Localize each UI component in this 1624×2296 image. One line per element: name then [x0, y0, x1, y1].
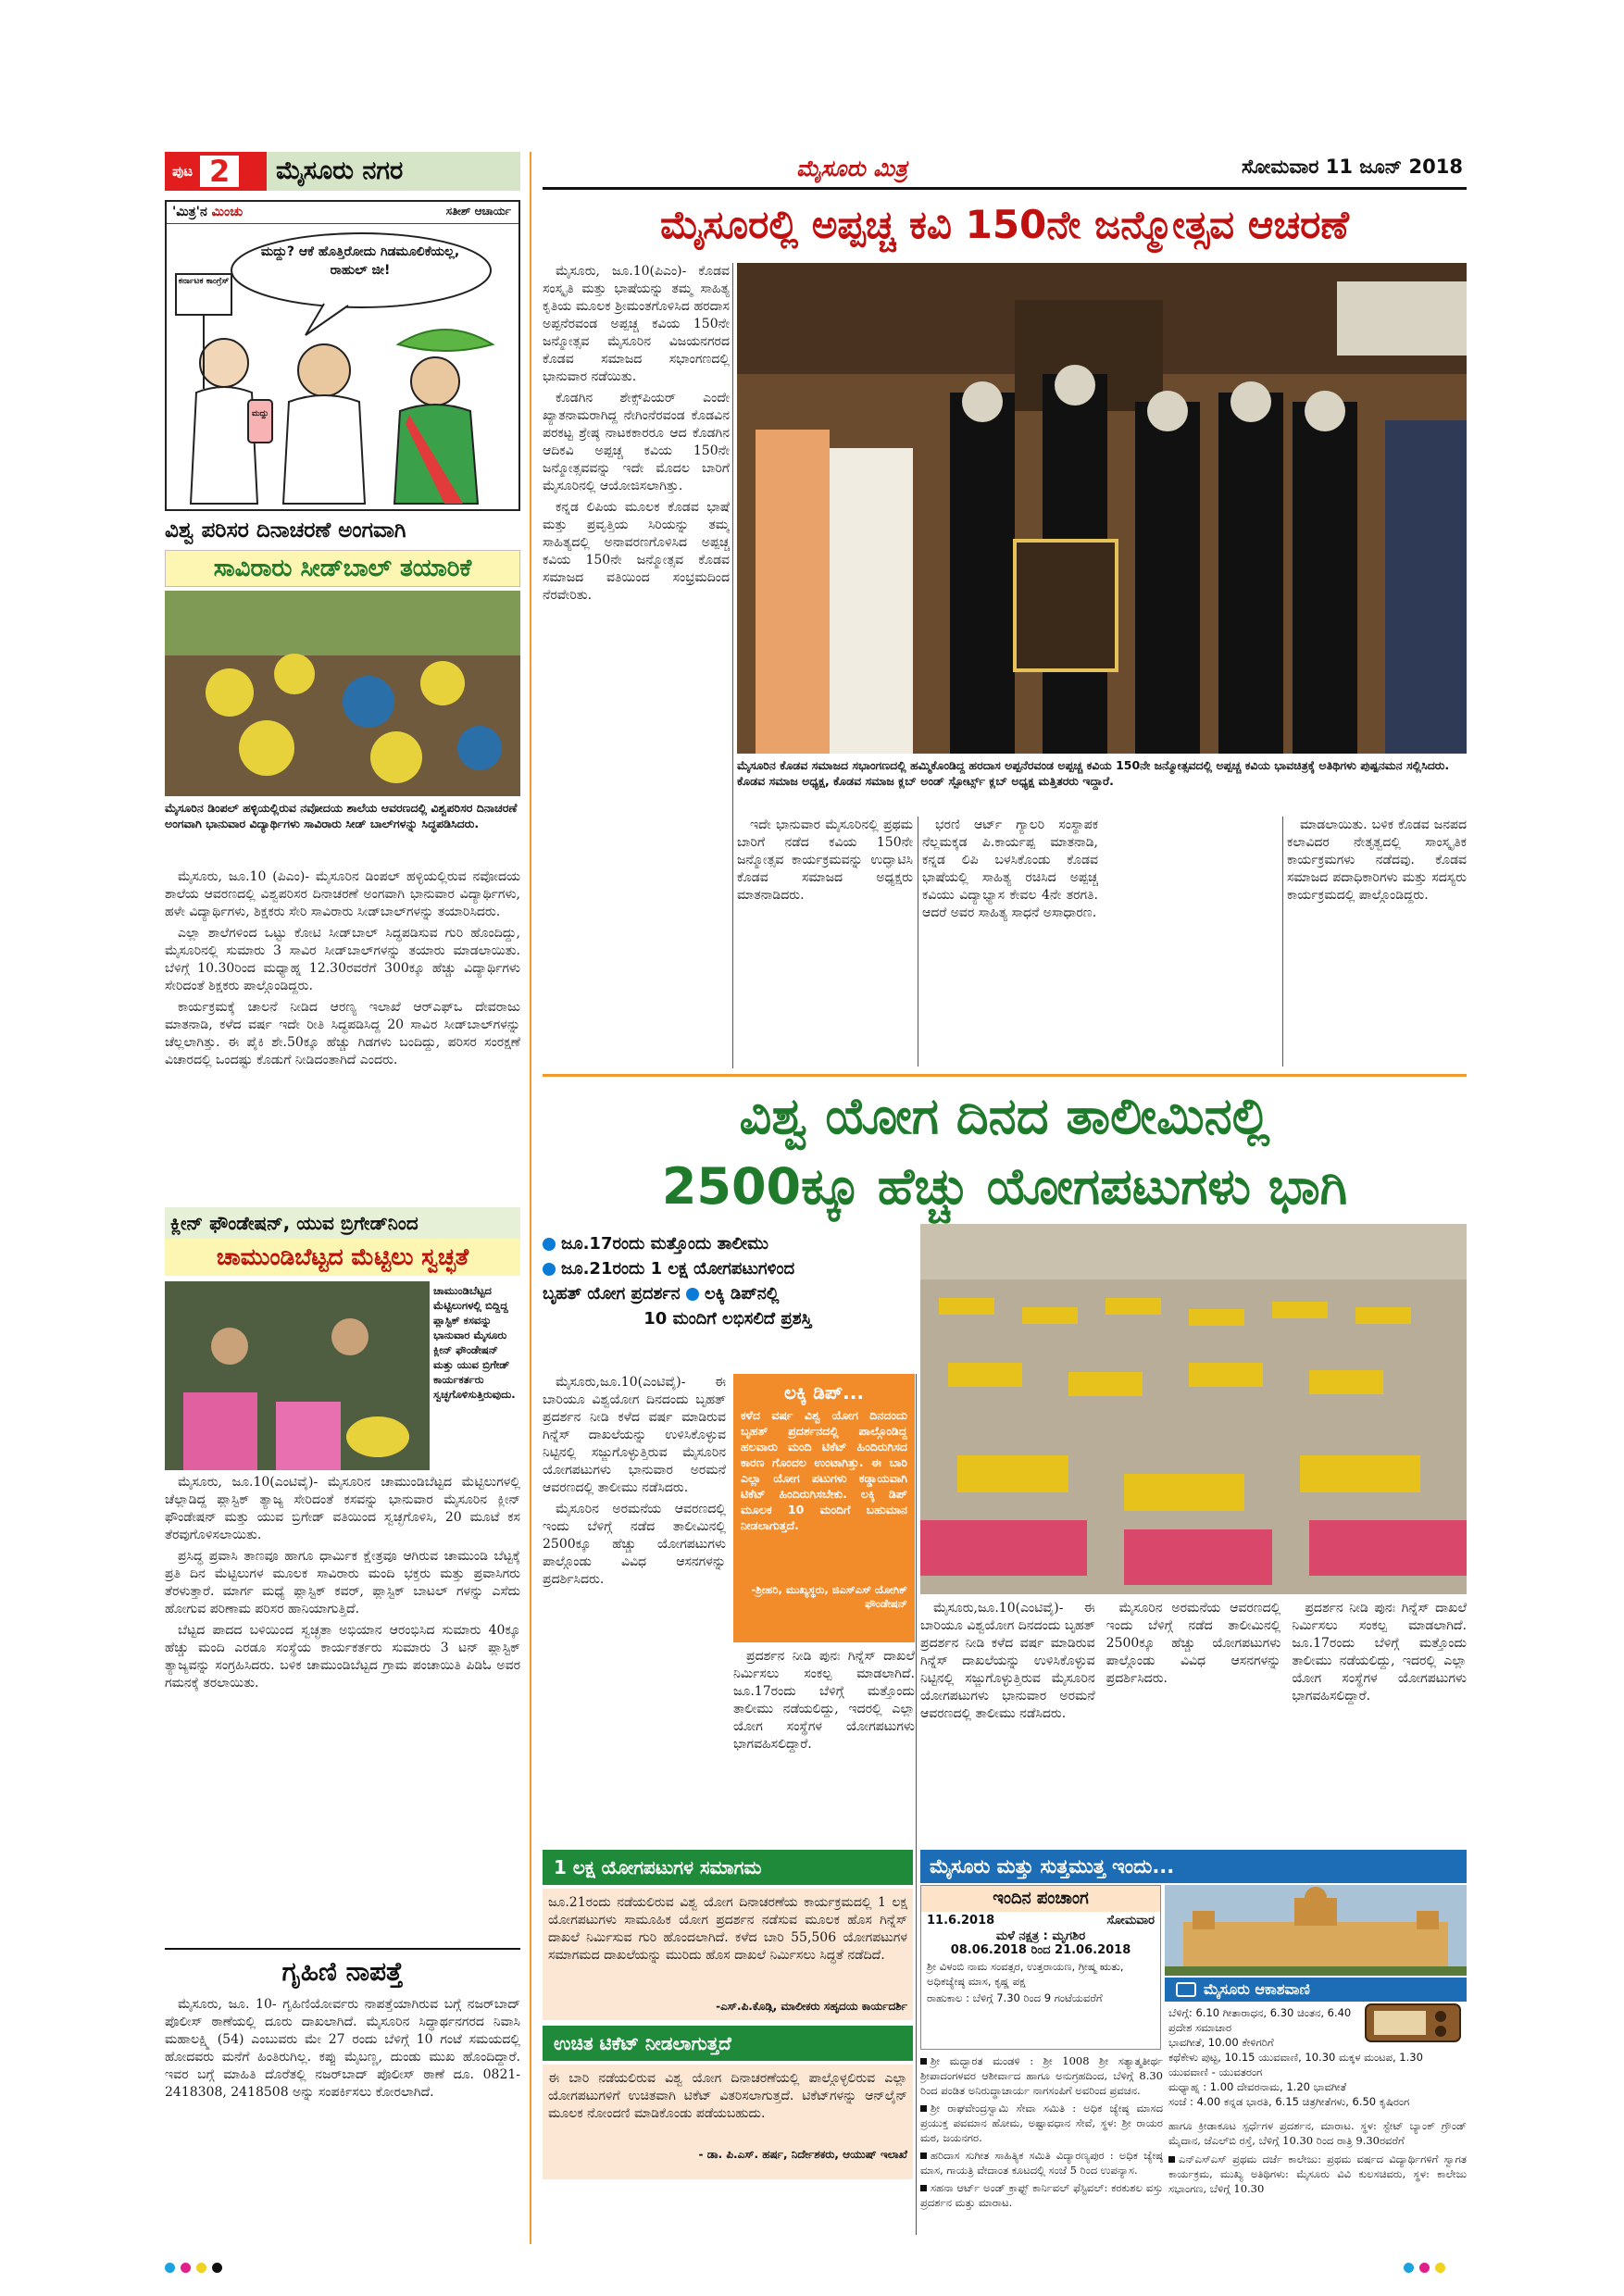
herb-bundle [398, 330, 493, 351]
radio-extra-1: ಹಾಗೂ ಕ್ರೀಡಾಕೂಟ ಸ್ಪರ್ಧೆಗಳ ಪ್ರದರ್ಶನ, ಮಾರಾಟ. ಸ್ಥಳ: ಸ್ಟೇಟ್ ಬ್ಯಾಂಕ್ ಗ್ರೌಂಡ್ ಮೈದಾನ, ಜೆಎಲ್‌ಬಿ ರಸ್ತೆ, ಬೆಳಿಗ್ಗೆ 10.30 ರಿಂದ ರಾತ್ರಿ 9.30ರವರೆಗೆ [1168, 2119, 1467, 2147]
main-col-divider-1 [732, 263, 733, 1068]
radio-line-4: ಮಧ್ಯಾಹ್ನ : 1.00 ದೇವರನಾಮ, 1.20 ಭಾವಗೀತೆ [1168, 2080, 1347, 2093]
section-title: ಮೈಸೂರು ನಗರ [276, 156, 404, 185]
black-dot [212, 2263, 222, 2273]
missing-body: ಮೈಸೂರು, ಜೂ. 10- ಗೃಹಿಣಿಯೋರ್ವರು ನಾಪತ್ತೆಯಾಗಿರುವ ಬಗ್ಗೆ ನಜರ್‌ಬಾದ್ ಪೊಲೀಸ್ ಠಾಣೆಯಲ್ಲಿ ದೂರು ದಾಖಲಾಗಿದೆ. ಮೈಸೂರಿನ ಸಿದ್ಧಾರ್ಥನಗರದ ನಿವಾಸಿ ಮಹಾಲಕ್ಷ್ಮಿ (54) ಎಂಬುವರು ಮೇ 27 ರಂದು ಬೆಳಿಗ್ಗೆ 10 ಗಂಟೆ ಸಮಯದಲ್ಲಿ ಹೋದವರು ಮನೆಗೆ ಹಿಂತಿರುಗಿಲ್ಲ. ಕಪ್ಪು ಮೈಬಣ್ಣ, ದುಂಡು ಮುಖ ಹೊಂದಿದ್ದಾರೆ. ಇವರ ಬಗ್ಗೆ ಮಾಹಿತಿ ದೊರೆತಲ್ಲಿ ನಜರ್‌ಬಾದ್ ಪೊಲೀಸ್ ಠಾಣೆ ದೂ. 0821-2418308, 2418508 ಅನ್ನು ಸಂಪರ್ಕಿಸಲು ಕೋರಲಾಗಿದೆ. [165, 1997, 520, 2100]
main-col-5 [1287, 817, 1467, 1067]
yoga-subhead-5-text: 10 ಮಂದಿಗೆ ಲಭಿಸಲಿದೆ ಪ್ರಶಸ್ತಿ [643, 1309, 812, 1329]
yellow-dot [1435, 2263, 1445, 2273]
bullet-icon [686, 1288, 699, 1301]
cyan-dot [1404, 2263, 1414, 2273]
lucky-dip-title: ಲಕ್ಕಿ ಡಿಪ್... [784, 1381, 864, 1404]
main-intro [543, 263, 730, 881]
event-item-1 [920, 2053, 1163, 2098]
bullet-icon [543, 1238, 556, 1251]
lakh-title: 1 ಲಕ್ಷ ಯೋಗಪಟುಗಳ ಸಮಾಗಮ [554, 1856, 762, 1878]
yoga-subhead-1 [543, 1231, 913, 1256]
radio-set-icon [1365, 2003, 1461, 2042]
missing-top-rule [165, 1948, 520, 1950]
today-header: ಮೈಸೂರು ಮತ್ತು ಸುತ್ತಮುತ್ತ ಇಂದು... [930, 1855, 1175, 1878]
page-date: ಸೋಮವಾರ 11 ಜೂನ್ 2018 [1241, 156, 1463, 178]
radio-line-1: ಬೆಳಿಗ್ಗೆ: 6.10 ಗೀತಾರಾಧನ, 6.30 ಚಿಂತನ, 6.40 ಪ್ರದೇಶ ಸಮಾಚಾರ [1168, 2006, 1352, 2034]
yoga-top-rule [543, 1074, 1467, 1077]
yellow-dot [196, 2263, 206, 2273]
main-headline: ಮೈಸೂರಲ್ಲಿ ಅಪ್ಪಚ್ಚ ಕವಿ 150ನೇ ಜನ್ಮೋತ್ಸವ ಆಚರಣೆ [660, 202, 1349, 247]
panchanga-line-2: ರಾಹುಕಾಲ : ಬೆಳಿಗ್ಗೆ 7.30 ರಿಂದ 9 ಗಂಟೆಯವರೆಗೆ [927, 1991, 1103, 2004]
masthead: ಮೈಸೂರು ಮಿತ್ರ [796, 156, 907, 181]
yoga-subhead-3 [543, 1281, 913, 1306]
clean-headline: ಚಾಮುಂಡಿಬೆಟ್ಟದ ಮೆಟ್ಟಿಲು ಸ್ವಚ್ಛತೆ [216, 1243, 469, 1270]
panchanga-nakshatra-range: 08.06.2018 ರಿಂದ 21.06.2018 [950, 1943, 1131, 1957]
minister-body [283, 395, 365, 504]
radio-extra-2 [1168, 2152, 1467, 2196]
panchanga-nakshatra: ಮಳೆ ನಕ್ಷತ್ರ : ಮೃಗಶಿರ [995, 1929, 1086, 1943]
yoga-headline-1: ವಿಶ್ವ ಯೋಗ ದಿನದ ತಾಲೀಮಿನಲ್ಲಿ [739, 1087, 1270, 1145]
bullet-icon [543, 1263, 556, 1276]
registration-marks-left [165, 2259, 276, 2272]
cartoon-title-2: ಮಿಂಚು [211, 205, 244, 219]
radio-line-2: ಭಾವಗೀತೆ, 10.00 ಕೇಳಿಗರಿಗೆ [1168, 2036, 1274, 2049]
yoga-para-4: ಮೈಸೂರು,ಜೂ.10(ಎಂಟಿವೈ)- ಈ ಬಾರಿಯೂ ವಿಶ್ವಯೋಗ ದಿನದಂದು ಬೃಹತ್ ಪ್ರದರ್ಶನ ನೀಡಿ ಕಳೆದ ವರ್ಷ ಮಾಡಿರುವ ಗಿನ್ನೆಸ್ ದಾಖಲೆಯನ್ನು ಉಳಿಸಿಕೊಳ್ಳುವ ನಿಟ್ಟಿನಲ್ಲಿ ಸಜ್ಜುಗೊಳ್ಳುತ್ತಿರುವ ಮೈಸೂರಿನ ಯೋಗಪಟುಗಳು ಭಾನುವಾರ ಅರಮನೆ ಆವರಣದಲ್ಲಿ ತಾಲೀಮು ನಡೆಸಿದರು. [920, 1601, 1095, 1721]
cyan-dot [165, 2263, 175, 2273]
panchanga-title: ಇಂದಿನ ಪಂಚಾಂಗ [921, 1886, 1160, 1912]
cartoon-title-1: 'ಮಿತ್ರ'ನ [172, 205, 207, 219]
seedball-headline-band [165, 550, 520, 587]
cartoon-author: ಸತೀಶ್ ಆಚಾರ್ಯ [445, 205, 511, 218]
clean-para-3: ಬೆಟ್ಟದ ಪಾದದ ಬಳಿಯಿಂದ ಸ್ವಚ್ಛತಾ ಅಭಿಯಾನ ಆರಂಭಿಸಿದ ಸುಮಾರು 40ಕ್ಕೂ ಹೆಚ್ಚು ಮಂದಿ ಎರಡೂ ಸಂಸ್ಥೆಯ ಕಾರ್ಯಕರ್ತರು ಸುಮಾರು 3 ಟನ್ ಪ್ಲಾಸ್ಟಿಕ್ ತ್ಯಾಜ್ಯವನ್ನು ಸಂಗ್ರಹಿಸಿದರು. ಬಳಿಕ ಚಾಮುಂಡಿಬೆಟ್ಟದ ಗ್ರಾಮ ಪಂಚಾಯಿತಿ ಪಿಡಿಓ ಅವರ ಗಮನಕ್ಕೆ ತರಲಾಯಿತು. [165, 1623, 520, 1691]
square-bullet-icon [920, 2152, 927, 2159]
rahul-head [200, 339, 248, 387]
ticket-body: ಈ ಬಾರಿ ನಡೆಯಲಿರುವ ವಿಶ್ವ ಯೋಗ ದಿನಾಚರಣೆಯಲ್ಲಿ ಪಾಲ್ಗೊಳ್ಳಲಿರುವ ಎಲ್ಲಾ ಯೋಗಪಟುಗಳಿಗೆ ಉಚಿತವಾಗಿ ಟಿಕೆಟ್ ವಿತರಿಸಲಾಗುತ್ತದೆ. ಟಿಕೆಟ್‌ಗಳನ್ನು ಆನ್‌ಲೈನ್ ಮೂಲಕ ನೋಂದಣಿ ಮಾಡಿಕೊಂಡು ಪಡೆಯಬಹುದು. [543, 2065, 913, 2148]
yoga-para-2: ಮೈಸೂರಿನ ಅರಮನೆಯ ಆವರಣದಲ್ಲಿ ಇಂದು ಬೆಳಿಗ್ಗೆ ನಡೆದ ತಾಲೀಮಿನಲ್ಲಿ 2500ಕ್ಕೂ ಹೆಚ್ಚು ಯೋಗಪಟುಗಳು ಪಾಲ್ಗೊಂಡು ವಿವಿಧ ಆಸನಗಳನ್ನು ಪ್ರದರ್ಶಿಸಿದರು. [543, 1502, 726, 1587]
yoga-subhead-2-text: ಜೂ.21ರಂದು 1 ಲಕ್ಷ ಯೋಗಪಟುಗಳಿಂದ [561, 1259, 795, 1279]
yoga-photo-art [920, 1224, 1467, 1594]
clean-para-2: ಪ್ರಸಿದ್ಧ ಪ್ರವಾಸಿ ತಾಣವೂ ಹಾಗೂ ಧಾರ್ಮಿಕ ಕ್ಷೇತ್ರವೂ ಆಗಿರುವ ಚಾಮುಂಡಿ ಬೆಟ್ಟಕ್ಕೆ ಪ್ರತಿ ದಿನ ಮೆಟ್ಟಿಲುಗಳ ಮೂಲಕ ಸಾವಿರಾರು ಮಂದಿ ಭಕ್ತರು ಮತ್ತು ಪ್ರವಾಸಿಗರು ತೆರಳುತ್ತಾರೆ. ಮಾರ್ಗ ಮಧ್ಯೆ ಪ್ಲಾಸ್ಟಿಕ್ ಕವರ್, ಪ್ಲಾಸ್ಟಿಕ್ ಬಾಟಲ್ ಗಳನ್ನು ಎಸೆದು ಹೋಗುವ ಪರಿಣಾಮ ಪರಿಸರ ಹಾನಿಯಾಗುತ್ತಿದೆ. [165, 1549, 520, 1616]
radio-title: ಮೈಸೂರು ಆಕಾಶವಾಣಿ [1204, 1980, 1310, 1998]
sign-label: ಕರ್ನಾಟಕ ಕಾಂಗ್ರೆಸ್ [178, 277, 230, 286]
jar-label: ಮದ್ದು [251, 409, 269, 418]
event-item-4 [920, 2180, 1163, 2210]
yoga-para-1: ಮೈಸೂರು,ಜೂ.10(ಎಂಟಿವೈ)- ಈ ಬಾರಿಯೂ ವಿಶ್ವಯೋಗ ದಿನದಂದು ಬೃಹತ್ ಪ್ರದರ್ಶನ ನೀಡಿ ಕಳೆದ ವರ್ಷ ಮಾಡಿರುವ ಗಿನ್ನೆಸ್ ದಾಖಲೆಯನ್ನು ಉಳಿಸಿಕೊಳ್ಳುವ ನಿಟ್ಟಿನಲ್ಲಿ ಸಜ್ಜುಗೊಳ್ಳುತ್ತಿರುವ ಮೈಸೂರಿನ ಯೋಗಪಟುಗಳು ಭಾನುವಾರ ಅರಮನೆ ಆವರಣದಲ್ಲಿ ತಾಲೀಮು ನಡೆಸಿದರು. [543, 1375, 726, 1495]
seedball-para-2: ಎಲ್ಲಾ ಶಾಲೆಗಳಿಂದ ಒಟ್ಟು ಕೋಟಿ ಸೀಡ್‌ಬಾಲ್ ಸಿದ್ಧಪಡಿಸುವ ಗುರಿ ಹೊಂದಿದ್ದು, ಮೈಸೂರಿನಲ್ಲಿ ಸುಮಾರು 3 ಸಾವಿರ ಸೀಡ್‌ಬಾಲ್‌ಗಳನ್ನು ತಯಾರು ಮಾಡಲಾಯಿತು. ಬೆಳಿಗ್ಗೆ 10.30ರಿಂದ ಮಧ್ಯಾಹ್ನ 12.30ರವರೆಗೆ 300ಕ್ಕೂ ಹೆಚ್ಚು ವಿದ್ಯಾರ್ಥಿಗಳು ಸೇರಿದಂತೆ ಶಿಕ್ಷಕರು ಪಾಲ್ಗೊಂಡಿದ್ದರು. [165, 926, 520, 993]
event-item-2 [920, 2101, 1163, 2145]
cartoon-header [167, 202, 518, 224]
radio-icon [1176, 1982, 1196, 1997]
yoga-subhead-4-text: ಲಕ್ಕಿ ಡಿಪ್‌ನಲ್ಲಿ [704, 1284, 780, 1304]
seedball-kicker: ವಿಶ್ವ ಪರಿಸರ ದಿನಾಚರಣೆ ಅಂಗವಾಗಿ [165, 518, 406, 543]
seedball-headline: ಸಾವಿರಾರು ಸೀಡ್‌ಬಾಲ್ ತಯಾರಿಕೆ [213, 555, 472, 582]
speech-text: ಮದ್ದು? ಆಕೆ ಹೊತ್ತಿರೋದು ಗಿಡಮೂಲಿಕೆಯಲ್ಲ, ರಾಹುಲ್ ಜೀ! [260, 244, 460, 278]
event-item-1-text: ಶ್ರೀ ಮದ್ಭಾರತ ಮಂಡಳಿ : ಶ್ರೀ 1008 ಶ್ರೀ ಸತ್ಯಾತ್ಮತೀರ್ಥ ಶ್ರೀಪಾದಂಗಳವರ ಆಶೀರ್ವಾದ ಹಾಗೂ ಅನುಗ್ರಹದಿಂದ, ಬೆಳಿಗ್ಗೆ 8.30 ರಿಂದ ಪಂಡಿತ ಅನಿರುದ್ಧಾಚಾರ್ಯ ನಾಗಸಂಪಿಗೆ ಅವರಿಂದ ಪ್ರವಚನ. [920, 2054, 1163, 2097]
event-item-4-text: ಸಹನಾ ಆರ್ಟ್ ಅಂಡ್ ಕ್ರಾಫ್ಟ್ ಕಾರ್ನಿವಲ್ ಫೆಸ್ಟಿವಲ್: ಕರಕುಶಲ ವಸ್ತು ಪ್ರದರ್ಶನ ಮತ್ತು ಮಾರಾಟ. [920, 2181, 1163, 2209]
yoga-photo [920, 1224, 1467, 1594]
page-label-box [165, 152, 267, 191]
ticket-sign: - ಡಾ. ಪಿ.ಎಸ್. ಹರ್ಷ, ನಿರ್ದೇಶಕರು, ಆಯುಷ್ ಇಲಾಖೆ [543, 2148, 913, 2179]
clean-body [165, 1474, 520, 1937]
seedball-photo-art [165, 591, 520, 796]
main-col-divider-3 [1282, 817, 1283, 1067]
radio-line-5: ಸಂಜೆ : 4.00 ಕನ್ನಡ ಭಾರತಿ, 6.15 ಚಿತ್ರಗೀತೆಗಳು, 6.50 ಕೃಷಿರಂಗ [1168, 2095, 1410, 2108]
lucky-dip-body: ಕಳೆದ ವರ್ಷ ವಿಶ್ವ ಯೋಗ ದಿನದಂದು ಬೃಹತ್ ಪ್ರದರ್ಶನದಲ್ಲಿ ಪಾಲ್ಗೊಂಡಿದ್ದ ಹಲವಾರು ಮಂದಿ ಟಿಕೆಟ್ ಹಿಂದಿರುಗಿಸದ ಕಾರಣ ಗೊಂದಲ ಉಂಟಾಗಿತ್ತು. ಈ ಬಾರಿ ಎಲ್ಲಾ ಯೋಗ ಪಟುಗಳು ಕಡ್ಡಾಯವಾಗಿ ಟಿಕೆಟ್ ಹಿಂದಿರುಗಿಸಬೇಕು. ಲಕ್ಕಿ ಡಿಪ್ ಮೂಲಕ 10 ಮಂದಿಗೆ ಬಹುಮಾನ ನೀಡಲಾಗುತ್ತದೆ. [741, 1408, 907, 1532]
clean-side-caption: ಚಾಮುಂಡಿಬೆಟ್ಟದ ಮೆಟ್ಟಿಲುಗಳಲ್ಲಿ ಬಿದ್ದಿದ್ದ ಪ್ಲಾಸ್ಟಿಕ್ ಕಸವನ್ನು ಭಾನುವಾರ ಮೈಸೂರು ಕ್ಲೀನ್ ಫೌಂಡೇಷನ್ ಮತ್ತು ಯುವ ಬ್ರಿಗೇಡ್ ಕಾರ್ಯಕರ್ತರು ಸ್ವಚ್ಛಗೊಳಿಸುತ್ತಿರುವುದು. [433, 1284, 516, 1401]
yoga-subhead-2 [543, 1256, 913, 1281]
registration-marks-right [1404, 2259, 1478, 2272]
clean-para-1: ಮೈಸೂರು, ಜೂ.10(ಎಂಟಿವೈ)- ಮೈಸೂರಿನ ಚಾಮುಂಡಿಬೆಟ್ಟದ ಮೆಟ್ಟಿಲುಗಳಲ್ಲಿ ಚೆಲ್ಲಾಡಿದ್ದ ಪ್ಲಾಸ್ಟಿಕ್ ತ್ಯಾಜ್ಯ ಸೇರಿದಂತೆ ಕಸವನ್ನು ಭಾನುವಾರ ಮೈಸೂರಿನ ಕ್ಲೀನ್ ಫೌಂಡೇಷನ್ ಮತ್ತು ಯುವ ಬ್ರಿಗೇಡ್ ವತಿಯಿಂದ ಸ್ವಚ್ಛಗೊಳಿಸಿ, 20 ಮೂಟೆ ಕಸ ತೆರವುಗೊಳಿಸಲಾಯಿತು. [165, 1475, 520, 1542]
woman-body [394, 405, 478, 504]
events-list [920, 2053, 1163, 2239]
main-para-5: ಭರಣಿ ಆರ್ಟ್ ಗ್ಯಾಲರಿ ಸಂಸ್ಥಾಪಕ ನೆಲ್ಲಮಕ್ಕಡ ಪಿ.ಕಾರ್ಯಪ್ಪ ಮಾತನಾಡಿ, ಕನ್ನಡ ಲಿಪಿ ಬಳಸಿಕೊಂಡು ಕೊಡವ ಭಾಷೆಯಲ್ಲಿ ಸಾಹಿತ್ಯ ರಚಿಸಿದ ಅಪ್ಪಚ್ಚ ಕವಿಯು ವಿದ್ಯಾಭ್ಯಾಸ ಕೇವಲ 4ನೇ ತರಗತಿ. ಆದರೆ ಅವರ ಸಾಹಿತ್ಯ ಸಾಧನೆ ಅಸಾಧಾರಣ. [922, 817, 1098, 920]
clean-photo-art [165, 1281, 430, 1470]
yoga-headline-2: 2500ಕ್ಕೂ ಹೆಚ್ಚು ಯೋಗಪಟುಗಳು ಭಾಗಿ [661, 1157, 1348, 1216]
event-item-2-text: ಶ್ರೀ ರಾಘವೇಂದ್ರಸ್ವಾಮಿ ಸೇವಾ ಸಮಿತಿ : ಅಧಿಕ ಜ್ಯೇಷ್ಠ ಮಾಸದ ಪ್ರಯುಕ್ತ ಪವಮಾನ ಹೋಮ, ಅಷ್ಟಾವಧಾನ ಸೇವೆ, ಸ್ಥಳ: ಶ್ರೀ ರಾಯರ ಮಠ, ಜಯನಗರ. [920, 2102, 1163, 2144]
panchanga-box [920, 1885, 1161, 2050]
square-bullet-icon [920, 2105, 927, 2112]
lakh-body: ಜೂ.21ರಂದು ನಡೆಯಲಿರುವ ವಿಶ್ವ ಯೋಗ ದಿನಾಚರಣೆಯ ಕಾರ್ಯಕ್ರಮದಲ್ಲಿ 1 ಲಕ್ಷ ಯೋಗಪಟುಗಳು ಸಾಮೂಹಿಕ ಯೋಗ ಪ್ರದರ್ಶನ ನಡೆಸುವ ಮೂಲಕ ಹೊಸ ಗಿನ್ನೆಸ್ ದಾಖಲೆ ನಿರ್ಮಿಸುವ ಗುರಿ ಹೊಂದಲಾಗಿದೆ. ಕಳೆದ ಬಾರಿ 55,506 ಯೋಗಪಟುಗಳ ಸಮಾಗಮದ ದಾಖಲೆಯನ್ನು ಮುರಿದು ಹೊಸ ದಾಖಲೆ ನಿರ್ಮಿಸಲು ಸಿದ್ಧತೆ ನಡೆದಿದೆ. [543, 1889, 913, 2000]
palace-photo-art [1165, 1885, 1467, 1976]
main-photo [737, 263, 1467, 754]
palace-photo [1165, 1885, 1467, 1976]
events-list-right [1168, 2118, 1467, 2239]
ticket-title-band [543, 2026, 913, 2061]
main-para-4: ಇದೇ ಭಾನುವಾರ ಮೈಸೂರಿನಲ್ಲಿ ಪ್ರಥಮ ಬಾರಿಗೆ ನಡೆದ ಕವಿಯ 150ನೇ ಜನ್ಮೋತ್ಸವ ಕಾರ್ಯಕ್ರಮವನ್ನು ಉದ್ಘಾಟಿಸಿ ಕೊಡವ ಸಮಾಜದ ಅಧ್ಯಕ್ಷರು ಮಾತನಾಡಿದರು. [737, 817, 913, 903]
radio-extra-2-text: ಎನ್‌ಎಸ್‌ಎಸ್ ಪ್ರಥಮ ದರ್ಜೆ ಕಾಲೇಜು: ಪ್ರಥಮ ವರ್ಷದ ವಿದ್ಯಾರ್ಥಿಗಳಿಗೆ ಸ್ವಾಗತ ಕಾರ್ಯಕ್ರಮ, ಮುಖ್ಯ ಅತಿಥಿಗಳು: ಮೈಸೂರು ವಿವಿ ಕುಲಸಚಿವರು, ಸ್ಥಳ: ಕಾಲೇಜು ಸಭಾಂಗಣ, ಬೆಳಿಗ್ಗೆ 10.30 [1168, 2152, 1467, 2195]
seedball-body [165, 868, 520, 1200]
yoga-para-3: ಪ್ರದರ್ಶನ ನೀಡಿ ಪುನಃ ಗಿನ್ನೆಸ್ ದಾಖಲೆ ನಿರ್ಮಿಸಲು ಸಂಕಲ್ಪ ಮಾಡಲಾಗಿದೆ. ಜೂ.17ರಂದು ಬೆಳಿಗ್ಗೆ ಮತ್ತೊಂದು ತಾಲೀಮು ನಡೆಯಲಿದ್ದು, ಇದರಲ್ಲಿ ಎಲ್ಲಾ ಯೋಗ ಸಂಸ್ಥೆಗಳ ಯೋಗಪಟುಗಳು ಭಾಗವಹಿಸಲಿದ್ದಾರೆ. [733, 1649, 915, 1752]
yoga-para-6: ಪ್ರದರ್ಶನ ನೀಡಿ ಪುನಃ ಗಿನ್ನೆಸ್ ದಾಖಲೆ ನಿರ್ಮಿಸಲು ಸಂಕಲ್ಪ ಮಾಡಲಾಗಿದೆ. ಜೂ.17ರಂದು ಬೆಳಿಗ್ಗೆ ಮತ್ತೊಂದು ತಾಲೀಮು ನಡೆಯಲಿದ್ದು, ಇದರಲ್ಲಿ ಎಲ್ಲಾ ಯೋಗ ಸಂಸ್ಥೆಗಳ ಯೋಗಪಟುಗಳು ಭಾಗವಹಿಸಲಿದ್ದಾರೆ. [1292, 1601, 1467, 1703]
radio-line-3: ಕಥೆಕೇಳು ಪುಟ್ಟ, 10.15 ಯುವವಾಣಿ, 10.30 ಮಕ್ಕಳ ಮಂಟಪ, 1.30 ಯುವವಾಣಿ - ಯುವತರಂಗ [1168, 2051, 1423, 2078]
clean-kicker-band [165, 1207, 520, 1239]
column-divider-yoga [916, 1374, 917, 2235]
column-divider-left [530, 152, 531, 2244]
radio-title-band [1165, 1978, 1467, 2002]
main-photo-art [737, 263, 1467, 754]
clean-headline-band [165, 1239, 520, 1276]
lakh-sign: -ಎಸ್.ಪಿ.ಕೊಡ್ಗಿ, ಮಾಲೀಕರು ಸಹೃದಯ ಕಾರ್ಯದರ್ಶಿ [543, 2000, 913, 2020]
panchanga-date-row [921, 1912, 1160, 1929]
missing-headline: ಗೃಹಿಣಿ ನಾಪತ್ತೆ [281, 1956, 404, 1987]
section-banner [267, 152, 520, 191]
clean-kicker: ಕ್ಲೀನ್ ಫೌಂಡೇಷನ್, ಯುವ ಬ್ರಿಗೇಡ್‌ನಿಂದ [170, 1212, 418, 1234]
header-rule [543, 187, 1467, 190]
seedball-caption: ಮೈಸೂರಿನ ಡಿಂಪಲ್ ಹಳ್ಳಿಯಲ್ಲಿರುವ ನವೋದಯ ಶಾಲೆಯ ಆವರಣದಲ್ಲಿ ವಿಶ್ವಪರಿಸರ ದಿನಾಚರಣೆ ಅಂಗವಾಗಿ ಭಾನುವಾರ ವಿದ್ಯಾರ್ಥಿಗಳು ಸಾವಿರಾರು ಸೀಡ್ ಬಾಲ್‌ಗಳನ್ನು ಸಿದ್ಧಪಡಿಸಿದರು. [165, 801, 518, 830]
panchanga-line-1: ಶ್ರೀ ವಿಳಂಬಿ ನಾಮ ಸಂವತ್ಸರ, ಉತ್ತರಾಯಣ, ಗ್ರೀಷ್ಮ ಋತು, ಅಧಿಕಜ್ಯೇಷ್ಠ ಮಾಸ, ಕೃಷ್ಣ ಪಕ್ಷ [927, 1960, 1124, 1988]
seedball-para-1: ಮೈಸೂರು, ಜೂ.10 (ಪಿಎಂ)- ಮೈಸೂರಿನ ಡಿಂಪಲ್ ಹಳ್ಳಿಯಲ್ಲಿರುವ ನವೋದಯ ಶಾಲೆಯ ಆವರಣದಲ್ಲಿ ವಿಶ್ವಪರಿಸರ ದಿನಾಚರಣೆ ಅಂಗವಾಗಿ ಭಾನುವಾರ ವಿದ್ಯಾರ್ಥಿಗಳು, ಹಳೇ ವಿದ್ಯಾರ್ಥಿಗಳು, ಶಿಕ್ಷಕರು ಸೇರಿ ಸಾವಿರಾರು ಸೀಡ್‌ಬಾಲ್‌ಗಳನ್ನು ತಯಾರಿಸಿದರು. [165, 869, 520, 919]
yoga-col-2 [733, 1648, 915, 1842]
main-para-6: ಮಾಡಲಾಯಿತು. ಬಳಿಕ ಕೊಡವ ಜನಪದ ಕಲಾವಿದರ ನೇತೃತ್ವದಲ್ಲಿ ಸಾಂಸ್ಕೃತಿಕ ಕಾರ್ಯಕ್ರಮಗಳು ನಡೆದವು. ಕೊಡವ ಸಮಾಜದ ಪದಾಧಿಕಾರಿಗಳು ಮತ್ತು ಸದಸ್ಯರು ಕಾರ್ಯಕ್ರಮದಲ್ಲಿ ಪಾಲ್ಗೊಂಡಿದ್ದರು. [1287, 817, 1467, 903]
magenta-dot [1419, 2263, 1430, 2273]
main-col-2 [737, 817, 913, 1067]
main-para-3: ಕನ್ನಡ ಲಿಪಿಯ ಮೂಲಕ ಕೊಡವ ಭಾಷೆ ಮತ್ತು ಪ್ರವೃತ್ತಿಯ ಸಿರಿಯನ್ನು ತಮ್ಮ ಸಾಹಿತ್ಯದಲ್ಲಿ ಅನಾವರಣಗೊಳಿಸಿದ ಅಪ್ಪಚ್ಚ ಕವಿಯ 150ನೇ ಜನ್ಮೋತ್ಸವ ಕೊಡವ ಸಮಾಜದ ವತಿಯಿಂದ ಸಂಭ್ರಮದಿಂದ ನೆರವೇರಿತು. [543, 500, 730, 603]
main-para-1: ಮೈಸೂರು, ಜೂ.10(ಪಿಎಂ)- ಕೊಡವ ಸಂಸ್ಕೃತಿ ಮತ್ತು ಭಾಷೆಯನ್ನು ತಮ್ಮ ಸಾಹಿತ್ಯ ಕೃತಿಯ ಮೂಲಕ ಶ್ರೀಮಂತಗೊಳಿಸಿದ ಹರದಾಸ ಅಪ್ಪನೆರವಂಡ ಅಪ್ಪಚ್ಚ ಕವಿಯ 150ನೇ ಜನ್ಮೋತ್ಸವ ಮೈಸೂರಿನ ವಿಜಯನಗರದ ಕೊಡವ ಸಮಾಜದ ಸಭಾಂಗಣದಲ್ಲಿ ಭಾನುವಾರ ನಡೆಯಿತು. [543, 264, 730, 384]
seedball-para-3: ಕಾರ್ಯಕ್ರಮಕ್ಕೆ ಚಾಲನೆ ನೀಡಿದ ಆರಣ್ಯ ಇಲಾಖೆ ಆರ್‌ಎಫ್‌ಒ ದೇವರಾಜು ಮಾತನಾಡಿ, ಕಳೆದ ವರ್ಷ ಇದೇ ರೀತಿ ಸಿದ್ಧಪಡಿಸಿದ್ದ 20 ಸಾವಿರ ಸೀಡ್‌ಬಾಲ್‌ಗಳನ್ನು ಚೆಲ್ಲಲಾಗಿತ್ತು. ಈ ಪೈಕಿ ಶೇ.50ಕ್ಕೂ ಹೆಚ್ಚು ಗಿಡಗಳು ಬಂದಿದ್ದು, ಪರಿಸರ ಸಂರಕ್ಷಣೆ ವಿಚಾರದಲ್ಲಿ ಒಂದಷ್ಟು ಕೊಡುಗೆ ನೀಡಿದಂತಾಗಿದೆ ಎಂದರು. [165, 1000, 520, 1067]
minister-head [298, 344, 350, 396]
yoga-para-5: ಮೈಸೂರಿನ ಅರಮನೆಯ ಆವರಣದಲ್ಲಿ ಇಂದು ಬೆಳಿಗ್ಗೆ ನಡೆದ ತಾಲೀಮಿನಲ್ಲಿ 2500ಕ್ಕೂ ಹೆಚ್ಚು ಯೋಗಪಟುಗಳು ಪಾಲ್ಗೊಂಡು ವಿವಿಧ ಆಸನಗಳನ್ನು ಪ್ರದರ್ಶಿಸಿದರು. [1106, 1601, 1281, 1686]
seedball-photo [165, 591, 520, 796]
page-number: 2 [200, 156, 239, 187]
yoga-subhead-1-text: ಜೂ.17ರಂದು ಮತ್ತೊಂದು ತಾಲೀಮು [561, 1234, 768, 1254]
event-item-3 [920, 2148, 1163, 2177]
ticket-title: ಉಚಿತ ಟಿಕೆಟ್ ನೀಡಲಾಗುತ್ತದೆ [554, 2032, 731, 2054]
cartoon-box [165, 200, 520, 511]
yoga-subhead-5 [543, 1306, 913, 1331]
lucky-dip-sign: -ಶ್ರೀಹರಿ, ಮುಖ್ಯಸ್ಥರು, ಜಿಎಸ್‌ಎಸ್ ಯೋಗಿಕ್ ಫೌಂಡೇಷನ್ [751, 1583, 907, 1610]
clean-photo [165, 1281, 430, 1470]
square-bullet-icon [920, 2185, 927, 2191]
woman-head [411, 357, 459, 406]
panchanga-date: 11.6.2018 [927, 1914, 995, 1928]
today-header-band [920, 1850, 1467, 1883]
page-label: ಪುಟ [172, 163, 194, 180]
yoga-subhead-3-text: ಬೃಹತ್ ಯೋಗ ಪ್ರದರ್ಶನ [543, 1284, 681, 1304]
main-para-2: ಕೊಡಗಿನ ಶೇಕ್ಸ್‌ಪಿಯರ್ ಎಂದೇ ಖ್ಯಾತನಾಮರಾಗಿದ್ದ ನೇಗಿಂನೆರವಂಡ ಕೊಡವಿನ ಪರಕಟ್ಟ ಶ್ರೇಷ್ಠ ನಾಟಕಕಾರರೂ ಆದ ಕೊಡಗಿನ ಆದಿಕವಿ ಅಪ್ಪಚ್ಚ ಕವಿಯ 150ನೇ ಜನ್ಮೋತ್ಸವವನ್ನು ಇದೇ ಮೊದಲ ಬಾರಿಗೆ ಮೈಸೂರಿನಲ್ಲಿ ಆಯೋಜಿಸಲಾಗಿತ್ತು. [543, 391, 730, 493]
main-photo-caption: ಮೈಸೂರಿನ ಕೊಡವ ಸಮಾಜದ ಸಭಾಂಗಣದಲ್ಲಿ ಹಮ್ಮಿಕೊಂಡಿದ್ದ ಹರದಾಸ ಅಪ್ಪನೆರವಂಡ ಅಪ್ಪಚ್ಚ ಕವಿಯ 150ನೇ ಜನ್ಮೋತ್ಸವದಲ್ಲಿ ಅಪ್ಪಚ್ಚ ಕವಿಯ ಭಾವಚಿತ್ರಕ್ಕೆ ಅತಿಥಿಗಳು ಪುಷ್ಪನಮನ ಸಲ್ಲಿಸಿದರು. ಕೊಡವ ಸಮಾಜ ಅಧ್ಯಕ್ಷ, ಕೊಡವ ಸಮಾಜ ಕ್ಲಬ್ ಅಂಡ್ ಸ್ಪೋರ್ಟ್ಸ್ ಕ್ಲಬ್ ಅಧ್ಯಕ್ಷ ಮತ್ತಿತರರು ಇದ್ದಾರೆ. [737, 758, 1450, 788]
lucky-dip-box [733, 1374, 915, 1642]
square-bullet-icon [920, 2058, 927, 2065]
yoga-subheads [543, 1231, 913, 1370]
yoga-col-1 [543, 1374, 726, 1842]
main-col-3 [922, 817, 1098, 1067]
yoga-col-3 [920, 1600, 1467, 1842]
speech-tail [306, 304, 348, 335]
event-item-3-text: ಹರಿದಾಸ ಸುಗೀತ ಸಾಹಿತ್ಯಿಕ ಸಮಿತಿ ವಿದ್ಯಾರಣ್ಯಪುರ : ಅಧಿಕ ಜ್ಯೇಷ್ಠ ಮಾಸ, ಗಾಯತ್ರಿ ವೇದಾಂತ ಕೂಟದಲ್ಲಿ ಸಂಜೆ 5 ರಿಂದ ಉಪನ್ಯಾಸ. [920, 2149, 1163, 2177]
magenta-dot [181, 2263, 191, 2273]
panchanga-day: ಸೋಮವಾರ [1106, 1914, 1155, 1928]
square-bullet-icon [1168, 2156, 1175, 2163]
lakh-title-band [543, 1850, 913, 1885]
